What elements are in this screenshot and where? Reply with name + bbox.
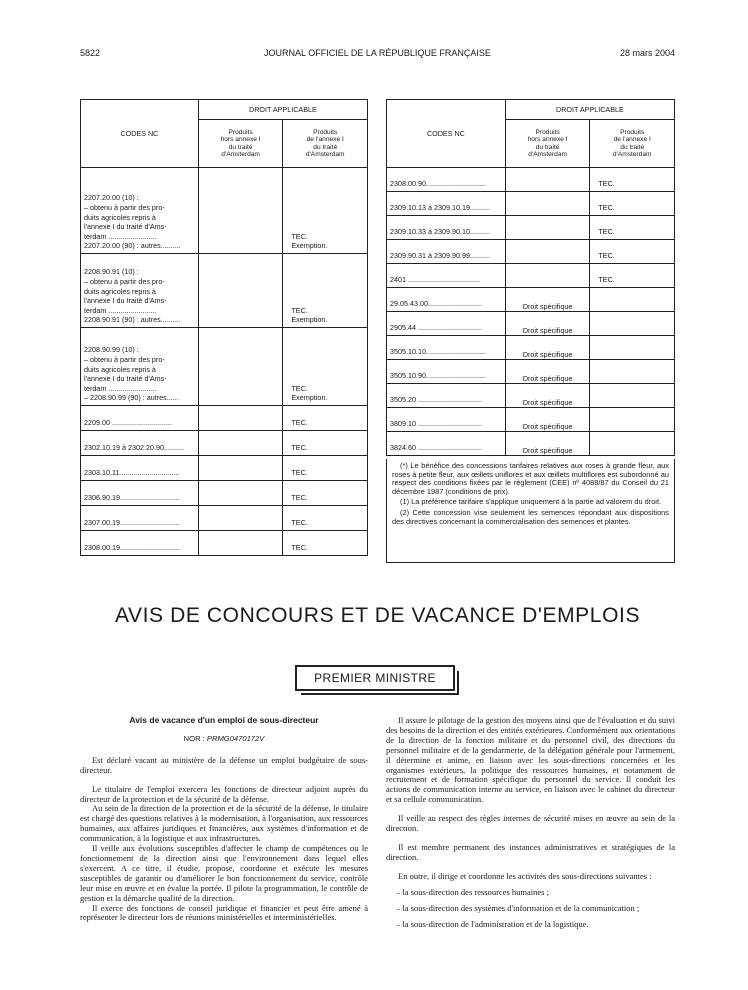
nc-code-cell: 2309.10.13 à 2309.10.19.......... [387, 192, 506, 216]
annexe-cell [590, 288, 675, 312]
table-row [387, 288, 675, 312]
article-paragraph: Est déclaré vacant au ministère de la défense un emploi budgétaire de sous-directeur. [80, 754, 368, 775]
table-row [81, 254, 368, 328]
table-row [81, 406, 368, 431]
nor-label: NOR : [183, 733, 205, 743]
article-column-right [386, 716, 675, 935]
hors-annexe-cell [198, 431, 283, 456]
droit-applicable-header: DROIT APPLICABLE [198, 100, 367, 120]
hors-annexe-cell [505, 216, 590, 240]
nc-code-cell: 2306.90.19.............................. [81, 481, 199, 506]
table-row [387, 216, 675, 240]
table-row [81, 431, 368, 456]
nc-code-cell: 3824.60 ................................ [387, 432, 506, 456]
annexe-cell [590, 336, 675, 360]
hors-annexe-cell [198, 406, 283, 431]
hors-annexe-cell [505, 240, 590, 264]
annexe-cell [590, 360, 675, 384]
table-row [81, 456, 368, 481]
nc-code-cell: 3505.10.90.............................. [387, 360, 506, 384]
table-row [81, 328, 368, 406]
table-row [387, 408, 675, 432]
hors-annexe-cell [198, 531, 283, 556]
sub-direction-list [386, 888, 675, 930]
hors-annexe-cell: Droit spécifique [505, 288, 590, 312]
article-paragraph: Le titulaire de l'emploi exercera les fonctions de directeur adjoint auprès du directeur de la protection et de la sécurité de la défense. [80, 783, 368, 804]
table-row [387, 168, 675, 192]
codes-nc-header: CODES NC [81, 100, 199, 168]
hors-annexe-cell: Droit spécifique [505, 336, 590, 360]
table-row [387, 240, 675, 264]
nc-code-cell: 2208.90.99 (10) : – obtenu à partir des pro- duits agricoles repris à l'annexe I du traité d'Ams- terdam ........................ – 2208.90.99 (90) : autres...... [81, 328, 199, 406]
nc-code-cell: 2308.00.19.............................. [81, 531, 199, 556]
hors-annexe-cell [198, 481, 283, 506]
nc-code-cell: 2307.00.19.............................. [81, 506, 199, 531]
annexe-cell: TEC. [283, 456, 368, 481]
list-item: – la sous-direction de l'administration et de la logistique. [396, 918, 589, 929]
droit-applicable-header: DROIT APPLICABLE [505, 100, 674, 120]
nc-code-cell: 2302.10.19 à 2302.20.90.......... [81, 431, 199, 456]
annexe-cell [590, 408, 675, 432]
table-footnotes [386, 459, 675, 563]
annexe-header: Produits de l'annexe I du traité d'Amsterdam [283, 120, 368, 168]
tariff-table-right [386, 99, 675, 456]
hors-annexe-cell [505, 168, 590, 192]
hors-annexe-cell: Droit spécifique [505, 360, 590, 384]
table-row [387, 384, 675, 408]
section-label-box [295, 665, 455, 691]
annexe-cell [590, 384, 675, 408]
annexe-cell: TEC. [283, 481, 368, 506]
nc-code-cell: 2309.10.33 à 2309.90.10.......... [387, 216, 506, 240]
article-paragraph: Il veille aux évolutions susceptibles d'affecter le champ de compétences ou le fonctionnement de la direction ainsi que l'environnement dans lequel elles s'exercent. A ce titre, il étudie, propose, coordonne et exécute les mesures susceptibles de garantir ou d'améliorer le bon fonctionnement du service, contrôle leur mise en œuvre et en évalue la portée. Il pilote la programmation, le contrôle de gestion et la démarche qualité de la direction. [80, 843, 368, 903]
list-item: – la sous-direction des systèmes d'information et de la communication ; [396, 902, 640, 913]
hors-annexe-cell: Droit spécifique [505, 408, 590, 432]
nc-code-cell: 2308.00.90.............................. [387, 168, 506, 192]
table-row [81, 506, 368, 531]
page-number: 5822 [80, 48, 101, 58]
annexe-cell: TEC. [590, 240, 675, 264]
annexe-header: Produits de l'annexe I du traité d'Amsterdam [590, 120, 675, 168]
table-row [387, 264, 675, 288]
annexe-cell: TEC. [590, 168, 675, 192]
nc-code-cell: 3505.20 ................................ [387, 384, 506, 408]
hors-annexe-cell [505, 264, 590, 288]
hors-annexe-cell: Droit spécifique [505, 312, 590, 336]
table-row [81, 531, 368, 556]
hors-annexe-cell: Droit spécifique [505, 432, 590, 456]
footnote: (2) Cette concession vise seulement les semences répondant aux dispositions des directives concernant la commercialisation des semences et plantes. [392, 507, 669, 526]
codes-nc-header: CODES NC [387, 100, 506, 168]
hors-annexe-header: Produits hors annexe I du traité d'Amsterdam [198, 120, 283, 168]
hors-annexe-cell [198, 168, 283, 254]
article-paragraph: En outre, il dirige et coordonne les activités des sous-directions suivantes : [398, 870, 652, 881]
annexe-cell: TEC. [590, 192, 675, 216]
hors-annexe-cell [198, 506, 283, 531]
nc-code-cell: 29.05.43.00........................... [387, 288, 506, 312]
nor-value: PRMG0470172V [206, 733, 265, 743]
annexe-cell: TEC. Exemption. [283, 168, 368, 254]
journal-title: JOURNAL OFFICIEL DE LA RÉPUBLIQUE FRANÇAISE [264, 48, 491, 58]
main-heading: AVIS DE CONCOURS ET DE VACANCE D'EMPLOIS [114, 604, 641, 627]
publication-date: 28 mars 2004 [619, 48, 675, 58]
annexe-cell [590, 432, 675, 456]
article-paragraph: Il est membre permanent des instances administratives et stratégiques de la direction. [386, 841, 675, 862]
hors-annexe-cell [198, 254, 283, 328]
hors-annexe-cell [198, 456, 283, 481]
article-paragraph: Il veille au respect des règles internes de sécurité mises en œuvre au sein de la direction. [386, 813, 675, 834]
page-header [80, 48, 675, 62]
hors-annexe-cell [505, 192, 590, 216]
table-row [387, 192, 675, 216]
table-row [387, 336, 675, 360]
table-row [387, 432, 675, 456]
section-label: PREMIER MINISTRE [314, 671, 436, 685]
annexe-cell: TEC. [283, 406, 368, 431]
annexe-cell: TEC. [590, 264, 675, 288]
nc-code-cell: 2209.00 .............................. [81, 406, 199, 431]
nc-code-cell: 2309.90.31 à 2309.90.99.......... [387, 240, 506, 264]
table-row [81, 168, 368, 254]
nc-code-cell: 2905.44 ................................ [387, 312, 506, 336]
nc-code-cell: 2303.10.11.............................. [81, 456, 199, 481]
nc-code-cell: 3809.10 ................................ [387, 408, 506, 432]
nc-code-cell: 2401 .................................... [387, 264, 506, 288]
table-row [387, 312, 675, 336]
table-row [81, 481, 368, 506]
article-column-left [80, 716, 368, 923]
annexe-cell [590, 312, 675, 336]
nor-reference [80, 734, 368, 744]
hors-annexe-cell: Droit spécifique [505, 384, 590, 408]
annexe-cell: TEC. [283, 506, 368, 531]
article-paragraph: Au sein de la direction de la protection et de la sécurité de la défense, le titulaire est chargé des questions relatives à la modernisation, à l'organisation, aux ressources humaines, aux affaires juridiques et financières, aux systèmes d'information et de communication, à la logistique et aux infrastructures. [80, 803, 368, 844]
tariff-table-left [80, 99, 368, 556]
nc-code-cell: 3505.10.10.............................. [387, 336, 506, 360]
article-paragraph: Il assure le pilotage de la gestion des moyens ainsi que de l'évaluation et du suivi des besoins de la direction et des entités extérieures. Conformément aux orientations de la direction de la fonction militaire et du personnel civil, des directions du personnel militaire et de la gendarmerie, de la délégation générale pour l'armement, il détermine et anime, en liaison avec les sous-directions concernées et les organismes extérieurs, la politique des ressources humaines, et notamment de recrutement et de formation spécifique du personnel du service. Il conduit les actions de communication interne au service, en liaison avec le cabinet du directeur et sa cellule communication. [386, 715, 675, 805]
footnote: (*) Le bénéfice des concessions tarifaires relatives aux roses à grande fleur, aux roses à petite fleur, aux œillets uniflores et aux œillets multiflores est subordonné au respect des conditions fixées par le règlement (CEE) nº 4088/87 du Conseil du 21 décembre 1987 (conditions de prix). [392, 461, 669, 496]
article-title: Avis de vacance d'un emploi de sous-directeur [129, 715, 319, 725]
annexe-cell: TEC. Exemption. [283, 254, 368, 328]
list-item: – la sous-direction des ressources humaines ; [396, 886, 549, 897]
article-paragraph: Il exerce des fonctions de conseil juridique et financier et peut être amené à représenter le directeur lors de réunions ministérielles et interministérielles. [80, 902, 368, 923]
nc-code-cell: 2207.20.00 (10) : – obtenu à partir des pro- duits agricoles repris à l'annexe I du traité d'Ams- terdam ........................ 2207.20.00 (90) : autres.......... [81, 168, 199, 254]
nc-code-cell: 2208.90.91 (10) : – obtenu à partir des pro- duits agricoles repris à l'annexe I du traité d'Ams- terdam ........................ 2208.90.91 (90) : autres.......... [81, 254, 199, 328]
hors-annexe-header: Produits hors annexe I du traité d'Amsterdam [505, 120, 590, 168]
annexe-cell: TEC. [590, 216, 675, 240]
table-row [387, 360, 675, 384]
footnote: (1) La préférence tarifaire s'applique uniquement à la partie ad valorem du droit. [400, 497, 662, 507]
annexe-cell: TEC. [283, 431, 368, 456]
annexe-cell: TEC. [283, 531, 368, 556]
annexe-cell: TEC. Exemption. [283, 328, 368, 406]
hors-annexe-cell [198, 328, 283, 406]
